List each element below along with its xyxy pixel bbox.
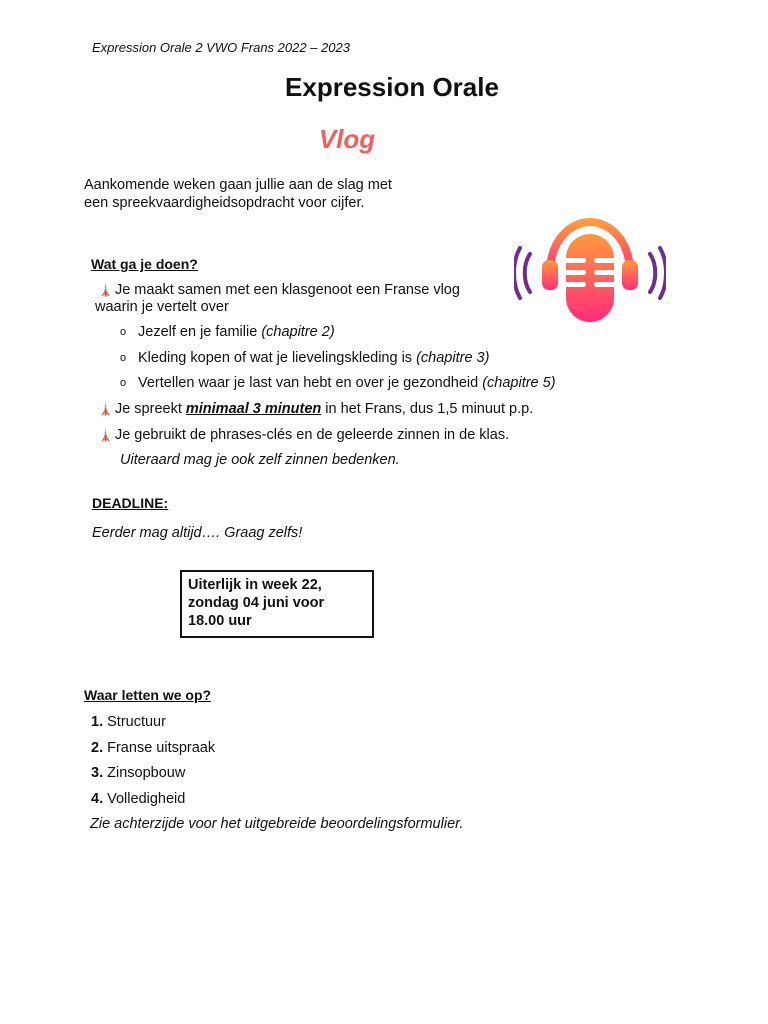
task-item-2-post: in het Frans, dus 1,5 minuut p.p. bbox=[321, 401, 534, 417]
criteria-item-number: 1. bbox=[91, 714, 104, 730]
intro-paragraph bbox=[84, 176, 444, 212]
deadline-box-line-2: zondag 04 juni voor bbox=[188, 595, 325, 611]
topic-item-2-text: Kleding kopen of wat je lievelingskleding is bbox=[138, 350, 417, 366]
circle-bullet-icon: o bbox=[120, 377, 127, 389]
task-item-2-emphasis: minimaal 3 minuten bbox=[185, 401, 322, 417]
task-item-1 bbox=[98, 281, 460, 299]
topic-item-3-text: Vertellen waar je last van hebt en over je gezondheid bbox=[138, 375, 483, 391]
criteria-item-1 bbox=[91, 713, 166, 731]
criteria-item-number: 2. bbox=[91, 740, 104, 756]
criteria-item-label: Zinsopbouw bbox=[107, 765, 186, 781]
course-header: Expression Orale 2 VWO Frans 2022 – 2023 bbox=[92, 40, 350, 55]
eiffel-tower-icon: 🗼 bbox=[98, 283, 113, 297]
deadline-box bbox=[180, 570, 374, 638]
criteria-footer: Zie achterzijde voor het uitgebreide beoordelingsformulier. bbox=[90, 816, 464, 832]
criteria-item-label: Franse uitspraak bbox=[107, 740, 216, 756]
task-item-1-line-1: Je maakt samen met een klasgenoot een Franse vlog bbox=[114, 282, 460, 298]
topic-item-2-ref: (chapitre 3) bbox=[416, 350, 490, 366]
criteria-item-label: Structuur bbox=[107, 714, 166, 730]
task-item-3-text: Je gebruikt de phrases-clés en de geleerde zinnen in de klas. bbox=[114, 427, 510, 443]
topic-item-1-text: Jezelf en je familie bbox=[138, 324, 262, 340]
topic-item-1-ref: (chapitre 2) bbox=[261, 324, 335, 340]
circle-bullet-icon: o bbox=[120, 352, 127, 364]
section-heading-wat-ga-je-doen: Wat ga je doen? bbox=[91, 256, 198, 272]
criteria-item-3 bbox=[91, 764, 185, 782]
page-title: Expression Orale bbox=[285, 72, 499, 102]
task-item-1-line-2: waarin je vertelt over bbox=[95, 299, 229, 315]
deadline-box-line-3: 18.00 uur bbox=[188, 613, 252, 629]
task-item-2 bbox=[98, 400, 533, 418]
eiffel-tower-icon: 🗼 bbox=[98, 402, 113, 416]
task-item-3 bbox=[98, 426, 509, 444]
page-subtitle: Vlog bbox=[318, 124, 376, 154]
deadline-note: Eerder mag altijd…. Graag zelfs! bbox=[92, 525, 303, 541]
intro-line-1: Aankomende weken gaan jullie aan de slag met bbox=[84, 177, 392, 193]
criteria-item-label: Volledigheid bbox=[107, 791, 186, 807]
podcast-microphone-headphones-icon bbox=[514, 216, 666, 324]
task-note: Uiteraard mag je ook zelf zinnen bedenken. bbox=[120, 452, 400, 468]
eiffel-tower-icon: 🗼 bbox=[98, 428, 113, 442]
criteria-item-4 bbox=[91, 790, 185, 808]
criteria-item-number: 3. bbox=[91, 765, 104, 781]
deadline-heading: DEADLINE: bbox=[92, 495, 169, 511]
intro-line-2: een spreekvaardigheidsopdracht voor cijfer. bbox=[84, 195, 365, 211]
criteria-heading: Waar letten we op? bbox=[84, 687, 212, 703]
task-item-2-pre: Je spreekt bbox=[114, 401, 186, 417]
circle-bullet-icon: o bbox=[120, 326, 127, 338]
criteria-item-2 bbox=[91, 739, 215, 757]
deadline-box-line-1: Uiterlijk in week 22, bbox=[188, 577, 322, 593]
topic-item-3-ref: (chapitre 5) bbox=[482, 375, 556, 391]
criteria-item-number: 4. bbox=[91, 791, 104, 807]
